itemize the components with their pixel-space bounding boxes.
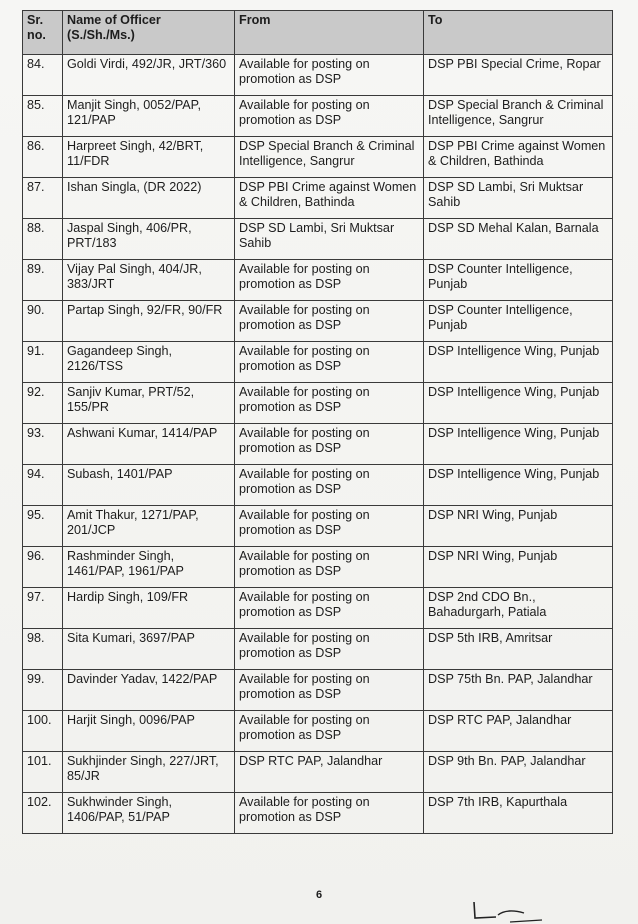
table-body <box>23 55 613 834</box>
cell-to: DSP Intelligence Wing, Punjab <box>424 383 613 424</box>
cell-to: DSP 5th IRB, Amritsar <box>424 629 613 670</box>
cell-to: DSP NRI Wing, Punjab <box>424 547 613 588</box>
cell-from: Available for posting on promotion as DSP <box>235 793 424 834</box>
cell-to: DSP RTC PAP, Jalandhar <box>424 711 613 752</box>
cell-sr-no: 88. <box>23 219 63 260</box>
table-row <box>23 711 613 752</box>
cell-to: DSP NRI Wing, Punjab <box>424 506 613 547</box>
cell-sr-no: 98. <box>23 629 63 670</box>
table-row <box>23 752 613 793</box>
cell-from: DSP PBI Crime against Women & Children, Bathinda <box>235 178 424 219</box>
cell-sr-no: 91. <box>23 342 63 383</box>
cell-officer-name: Subash, 1401/PAP <box>63 465 235 506</box>
cell-sr-no: 85. <box>23 96 63 137</box>
cell-to: DSP 2nd CDO Bn., Bahadurgarh, Patiala <box>424 588 613 629</box>
cell-to: DSP Intelligence Wing, Punjab <box>424 424 613 465</box>
cell-from: Available for posting on promotion as DSP <box>235 629 424 670</box>
header-name-of-officer: Name of Officer (S./Sh./Ms.) <box>63 11 235 55</box>
cell-from: Available for posting on promotion as DSP <box>235 96 424 137</box>
cell-sr-no: 86. <box>23 137 63 178</box>
cell-sr-no: 84. <box>23 55 63 96</box>
cell-officer-name: Hardip Singh, 109/FR <box>63 588 235 629</box>
header-to: To <box>424 11 613 55</box>
cell-sr-no: 92. <box>23 383 63 424</box>
cell-officer-name: Sanjiv Kumar, PRT/52, 155/PR <box>63 383 235 424</box>
cell-sr-no: 95. <box>23 506 63 547</box>
cell-to: DSP PBI Crime against Women & Children, Bathinda <box>424 137 613 178</box>
table-row <box>23 670 613 711</box>
cell-officer-name: Partap Singh, 92/FR, 90/FR <box>63 301 235 342</box>
cell-from: Available for posting on promotion as DSP <box>235 424 424 465</box>
cell-to: DSP 9th Bn. PAP, Jalandhar <box>424 752 613 793</box>
cell-sr-no: 102. <box>23 793 63 834</box>
cell-from: Available for posting on promotion as DSP <box>235 301 424 342</box>
cell-to: DSP Counter Intelligence, Punjab <box>424 301 613 342</box>
table-header <box>23 11 613 55</box>
cell-to: DSP SD Lambi, Sri Muktsar Sahib <box>424 178 613 219</box>
header-from: From <box>235 11 424 55</box>
table-row <box>23 383 613 424</box>
table-row <box>23 178 613 219</box>
cell-from: Available for posting on promotion as DSP <box>235 465 424 506</box>
table-row <box>23 547 613 588</box>
cell-sr-no: 94. <box>23 465 63 506</box>
cell-officer-name: Davinder Yadav, 1422/PAP <box>63 670 235 711</box>
cell-from: DSP Special Branch & Criminal Intelligence, Sangrur <box>235 137 424 178</box>
cell-officer-name: Vijay Pal Singh, 404/JR, 383/JRT <box>63 260 235 301</box>
cell-officer-name: Goldi Virdi, 492/JR, JRT/360 <box>63 55 235 96</box>
table-row <box>23 342 613 383</box>
cell-from: Available for posting on promotion as DSP <box>235 383 424 424</box>
cell-from: Available for posting on promotion as DSP <box>235 506 424 547</box>
cell-sr-no: 90. <box>23 301 63 342</box>
cell-to: DSP Intelligence Wing, Punjab <box>424 465 613 506</box>
table-row <box>23 629 613 670</box>
table-row <box>23 260 613 301</box>
cell-sr-no: 93. <box>23 424 63 465</box>
cell-officer-name: Amit Thakur, 1271/PAP, 201/JCP <box>63 506 235 547</box>
cell-to: DSP 75th Bn. PAP, Jalandhar <box>424 670 613 711</box>
table-row <box>23 465 613 506</box>
cell-sr-no: 100. <box>23 711 63 752</box>
cell-from: Available for posting on promotion as DSP <box>235 588 424 629</box>
table-row <box>23 793 613 834</box>
cell-officer-name: Sukhwinder Singh, 1406/PAP, 51/PAP <box>63 793 235 834</box>
cell-from: Available for posting on promotion as DSP <box>235 711 424 752</box>
cell-sr-no: 96. <box>23 547 63 588</box>
posting-orders-table <box>22 10 613 834</box>
cell-officer-name: Gagandeep Singh, 2126/TSS <box>63 342 235 383</box>
cell-officer-name: Sukhjinder Singh, 227/JRT, 85/JR <box>63 752 235 793</box>
cell-officer-name: Jaspal Singh, 406/PR, PRT/183 <box>63 219 235 260</box>
cell-from: Available for posting on promotion as DSP <box>235 55 424 96</box>
signature <box>470 898 550 924</box>
cell-to: DSP SD Mehal Kalan, Barnala <box>424 219 613 260</box>
cell-from: DSP SD Lambi, Sri Muktsar Sahib <box>235 219 424 260</box>
header-sr-no: Sr. no. <box>23 11 63 55</box>
cell-officer-name: Ashwani Kumar, 1414/PAP <box>63 424 235 465</box>
table-row <box>23 588 613 629</box>
table-row <box>23 424 613 465</box>
table-row <box>23 506 613 547</box>
cell-from: Available for posting on promotion as DSP <box>235 547 424 588</box>
cell-sr-no: 87. <box>23 178 63 219</box>
table-row <box>23 137 613 178</box>
cell-officer-name: Harjit Singh, 0096/PAP <box>63 711 235 752</box>
cell-from: Available for posting on promotion as DSP <box>235 260 424 301</box>
table-row <box>23 219 613 260</box>
cell-sr-no: 99. <box>23 670 63 711</box>
cell-sr-no: 97. <box>23 588 63 629</box>
cell-officer-name: Ishan Singla, (DR 2022) <box>63 178 235 219</box>
cell-to: DSP Special Branch & Criminal Intelligence, Sangrur <box>424 96 613 137</box>
cell-sr-no: 89. <box>23 260 63 301</box>
cell-to: DSP Intelligence Wing, Punjab <box>424 342 613 383</box>
cell-officer-name: Manjit Singh, 0052/PAP, 121/PAP <box>63 96 235 137</box>
table-row <box>23 55 613 96</box>
cell-from: Available for posting on promotion as DSP <box>235 670 424 711</box>
table-row <box>23 96 613 137</box>
cell-officer-name: Harpreet Singh, 42/BRT, 11/FDR <box>63 137 235 178</box>
page-number: 6 <box>315 889 323 901</box>
cell-sr-no: 101. <box>23 752 63 793</box>
cell-from: Available for posting on promotion as DSP <box>235 342 424 383</box>
cell-from: DSP RTC PAP, Jalandhar <box>235 752 424 793</box>
cell-officer-name: Rashminder Singh, 1461/PAP, 1961/PAP <box>63 547 235 588</box>
cell-officer-name: Sita Kumari, 3697/PAP <box>63 629 235 670</box>
table-row <box>23 301 613 342</box>
cell-to: DSP PBI Special Crime, Ropar <box>424 55 613 96</box>
cell-to: DSP 7th IRB, Kapurthala <box>424 793 613 834</box>
cell-to: DSP Counter Intelligence, Punjab <box>424 260 613 301</box>
